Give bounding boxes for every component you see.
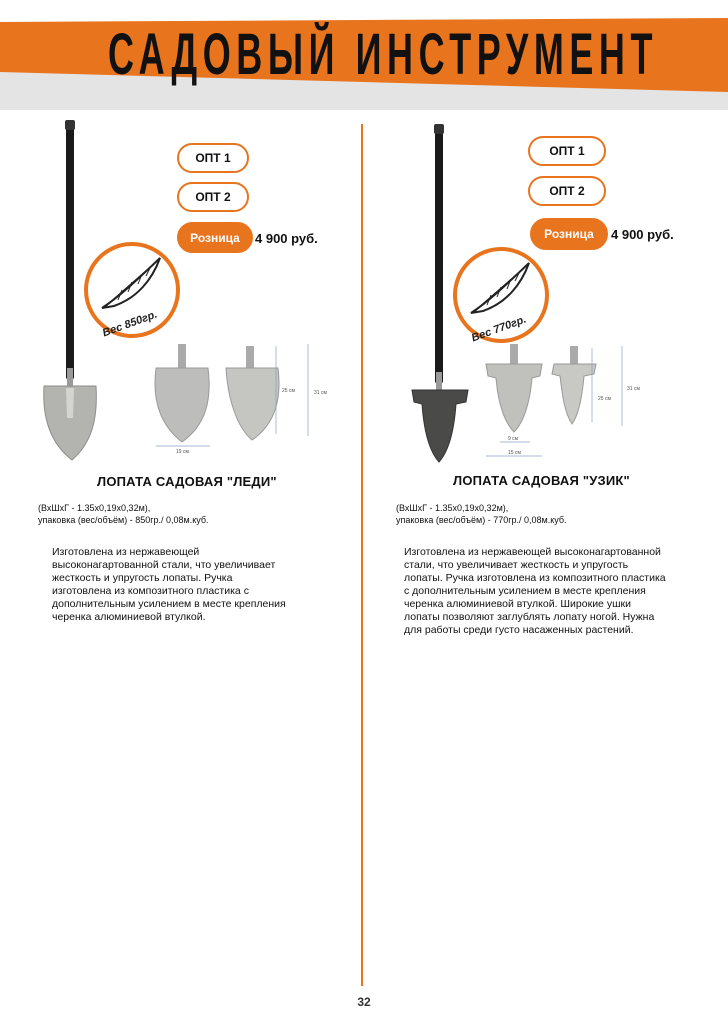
- page-number: 32: [357, 995, 371, 1009]
- svg-text:19 см: 19 см: [176, 449, 189, 455]
- description-lady: Изготовлена из нержавеющей высоконагартованной стали, что увеличивает жесткость и упругость лопаты. Ручка изготовлена из композитного пластика с дополнительным усилением в месте крепления черенка алюминиевой втулкой.: [52, 546, 286, 623]
- svg-text:31 см: 31 см: [314, 390, 327, 396]
- weight-badge-text: Вес 770гр.: [469, 313, 528, 345]
- product-name-lady: ЛОПАТА САДОВАЯ "ЛЕДИ": [97, 474, 277, 489]
- spec-line2-uzik: упаковка (вес/объём) - 770гр./ 0,08м.куб.: [396, 515, 567, 525]
- blade-dimensions-lady: [148, 340, 358, 455]
- spec-line1-lady: (ВхШхГ - 1.35х0,19х0,32м),: [38, 503, 151, 513]
- svg-text:31 см: 31 см: [627, 386, 640, 392]
- retail-price-uzik: 4 900 руб.: [611, 227, 674, 242]
- svg-text:25 см: 25 см: [282, 388, 295, 394]
- opt1-button-lady[interactable]: ОПТ 1: [177, 143, 249, 173]
- product-name-uzik: ЛОПАТА САДОВАЯ "УЗИК": [453, 473, 630, 488]
- spec-line1-uzik: (ВхШхГ - 1.35х0,19х0,32м),: [396, 503, 509, 513]
- svg-text:15 см: 15 см: [508, 450, 521, 456]
- opt2-button-lady[interactable]: ОПТ 2: [177, 182, 249, 212]
- spec-line2-lady: упаковка (вес/объём) - 850гр./ 0,08м.куб.: [38, 515, 209, 525]
- weight-badge-text: Вес 850гр.: [100, 308, 159, 340]
- weight-badge-lady: [82, 240, 182, 340]
- opt1-button-uzik[interactable]: ОПТ 1: [528, 136, 606, 166]
- retail-price-lady: 4 900 руб.: [255, 231, 318, 246]
- description-uzik: Изготовлена из нержавеющей высоконагартованной стали, что увеличивает жесткость и упругость лопаты. Ручка изготовлена из композитного пластика с дополнительным усилением в месте крепления черенка алюминиевой втулкой. Широкие ушки лопаты позволяют заглублять лопату ногой. Нужна для работы среди густо насаженных растений.: [404, 546, 666, 636]
- svg-text:25 см: 25 см: [598, 396, 611, 402]
- page-title: САДОВЫЙ ИНСТРУМЕНТ: [108, 22, 659, 87]
- weight-badge-uzik: [451, 245, 551, 345]
- svg-text:9 см: 9 см: [508, 436, 519, 442]
- opt2-button-uzik[interactable]: ОПТ 2: [528, 176, 606, 206]
- retail-button-uzik[interactable]: Розница: [530, 218, 608, 250]
- column-divider: [361, 124, 363, 986]
- retail-button-lady[interactable]: Розница: [177, 222, 253, 253]
- blade-dimensions-uzik: [484, 342, 654, 462]
